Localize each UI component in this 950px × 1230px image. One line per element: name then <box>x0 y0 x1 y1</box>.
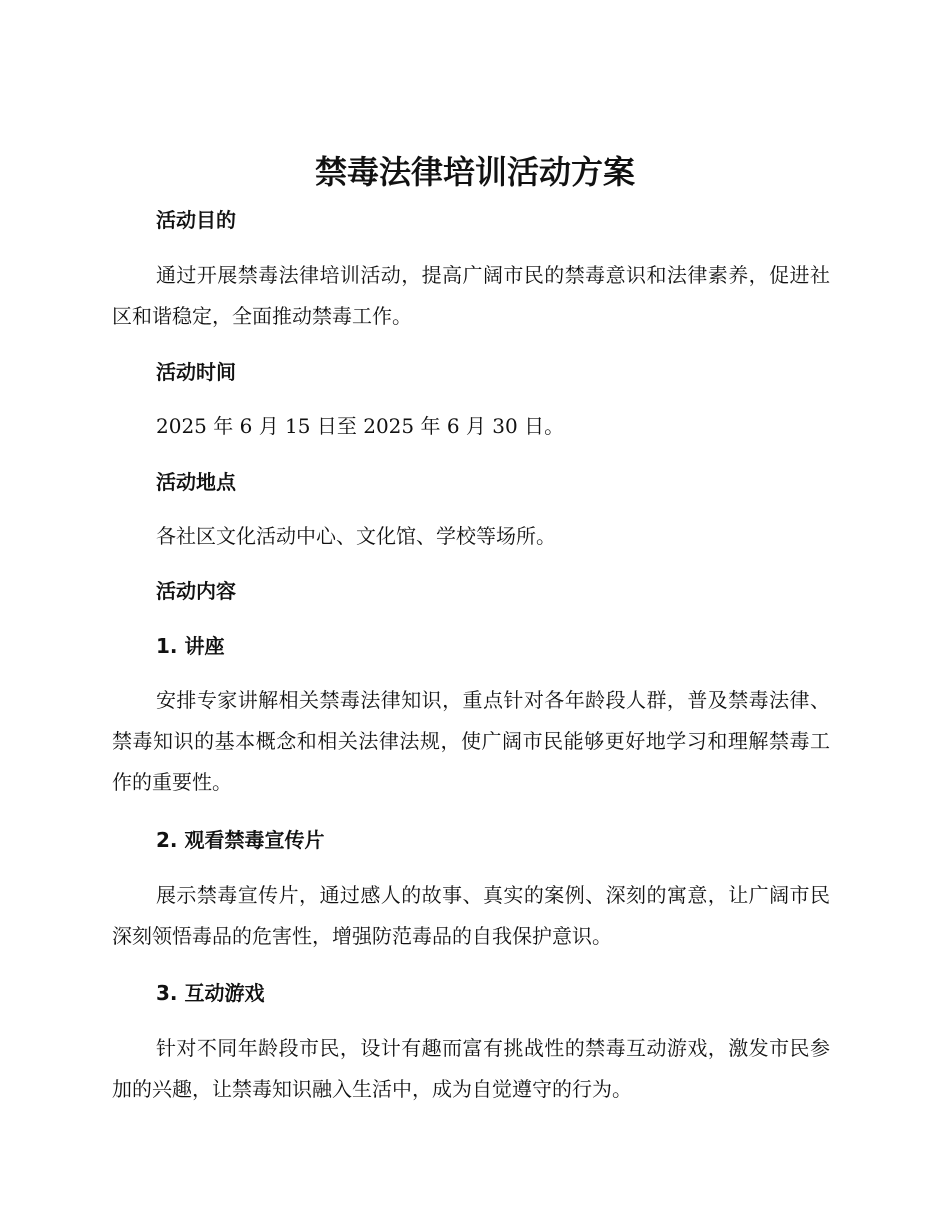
document-title: 禁毒法律培训活动方案 <box>314 153 635 191</box>
subsection-text-lecture: 安排专家讲解相关禁毒法律知识，重点针对各年龄段人群，普及禁毒法律、禁毒知识的基本概念和相关法律法规，使广阔市民能够更好地学习和理解禁毒工作的重要性。 <box>112 688 830 794</box>
subsection-heading-lecture: 1. 讲座 <box>156 634 225 658</box>
section-heading-purpose: 活动目的 <box>156 208 236 232</box>
section-text-time: 2025 年 6 月 15 日至 2025 年 6 月 30 日。 <box>156 414 565 438</box>
subsection-heading-video: 2. 观看禁毒宣传片 <box>156 828 325 852</box>
section-heading-content: 活动内容 <box>156 579 236 603</box>
subsection-heading-games: 3. 互动游戏 <box>156 981 265 1005</box>
subsection-text-games: 针对不同年龄段市民，设计有趣而富有挑战性的禁毒互动游戏，激发市民参加的兴趣，让禁毒知识融入生活中，成为自觉遵守的行为。 <box>112 1036 830 1101</box>
section-heading-time: 活动时间 <box>156 360 236 384</box>
section-heading-location: 活动地点 <box>156 470 236 494</box>
section-text-purpose: 通过开展禁毒法律培训活动，提高广阔市民的禁毒意识和法律素养，促进社区和谐稳定，全面推动禁毒工作。 <box>112 263 830 328</box>
section-text-location: 各社区文化活动中心、文化馆、学校等场所。 <box>156 524 556 548</box>
subsection-text-video: 展示禁毒宣传片，通过感人的故事、真实的案例、深刻的寓意，让广阔市民深刻领悟毒品的危害性，增强防范毒品的自我保护意识。 <box>112 883 830 948</box>
